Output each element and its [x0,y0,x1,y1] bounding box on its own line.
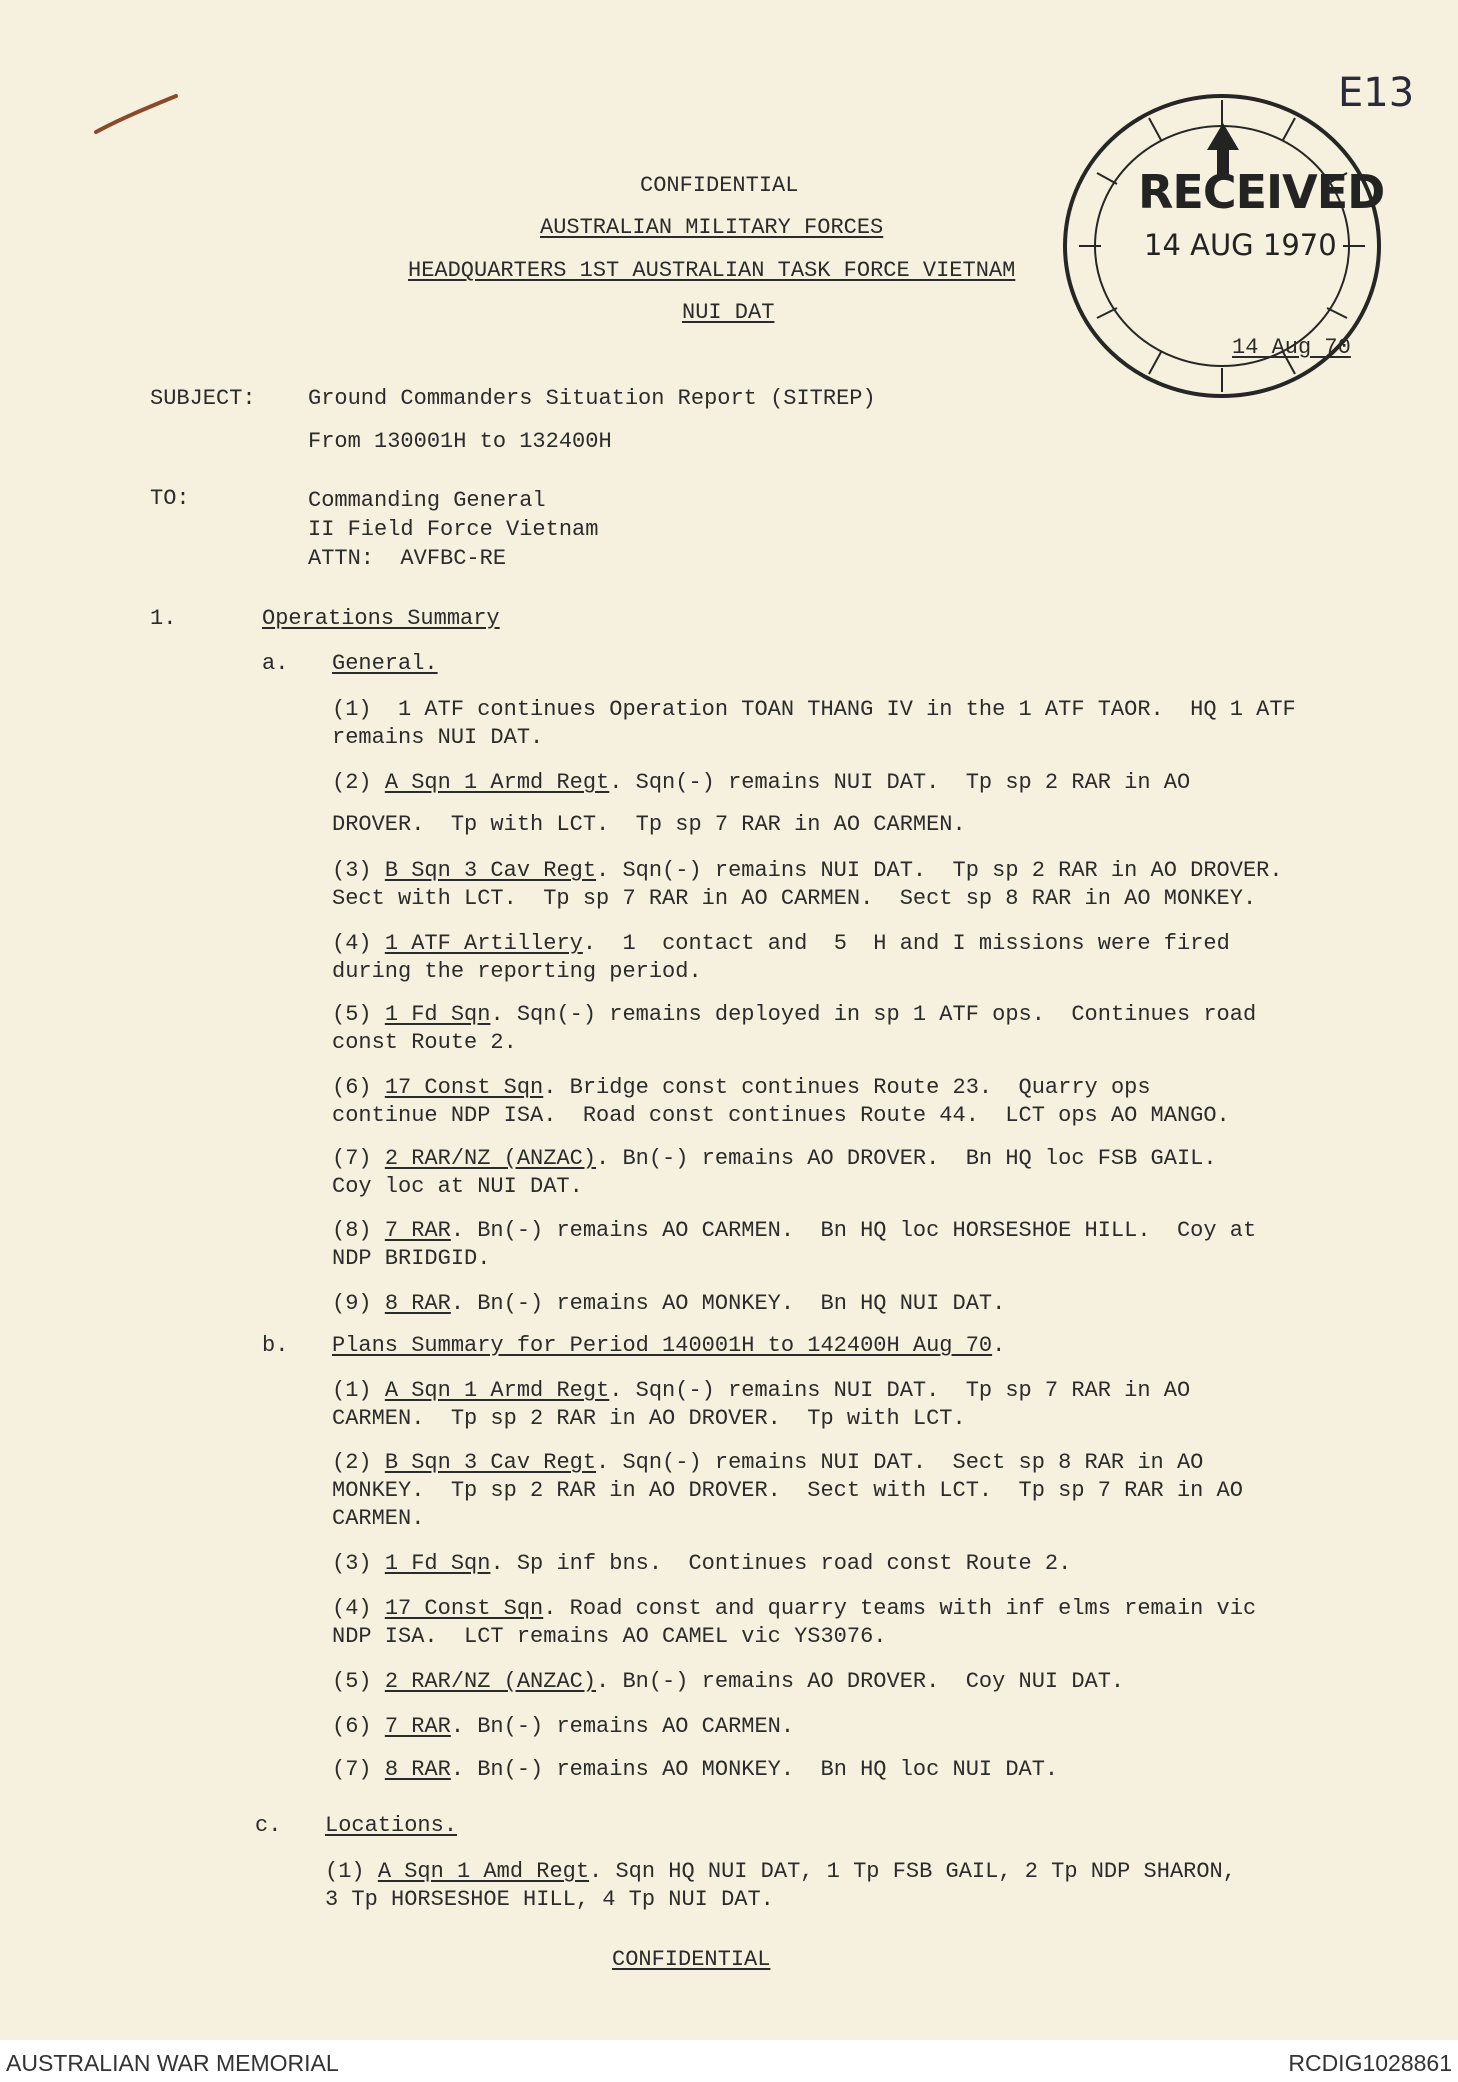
general-para-5 [332,1001,1256,1029]
general-para-6-cont: continue NDP ISA. Road const continues Route 44. LCT ops AO MANGO. [332,1103,1230,1128]
unit-name: 1 Fd Sqn [384,1002,491,1027]
unit-name: A Sqn 1 Armd Regt [384,1378,610,1403]
pencil-mark [92,90,182,140]
para-num: (6) [332,1075,372,1100]
para-text: . Bridge const continues Route 23. Quarry ops [543,1075,1151,1100]
unit-name: A Sqn 1 Amd Regt [377,1859,590,1884]
plans-para-1 [332,1377,1190,1405]
unit-name: A Sqn 1 Armd Regt [384,770,610,795]
para-text: . Bn(-) remains AO DROVER. Bn HQ loc FSB GAIL. [596,1146,1217,1171]
general-para-1: (1) 1 ATF continues Operation TOAN THANG IV in the 1 ATF TAOR. HQ 1 ATF [332,697,1296,722]
general-para-7-cont: Coy loc at NUI DAT. [332,1174,583,1199]
para-text: . Bn(-) remains AO MONKEY. Bn HQ loc NUI DAT. [450,1757,1059,1782]
unit-name: 7 RAR [384,1714,451,1739]
para-text: . Sqn(-) remains NUI DAT. Tp sp 2 RAR in AO [609,770,1191,795]
para-text: . Bn(-) remains AO CARMEN. Bn HQ loc HORSESHOE HILL. Coy at [450,1218,1257,1243]
para-num: (1) [332,1378,372,1403]
unit-name: 1 Fd Sqn [384,1551,491,1576]
para-num: (7) [332,1146,372,1171]
para-num: (1) [325,1859,365,1884]
para-num: (5) [332,1002,372,1027]
plans-heading: Plans Summary for Period 140001H to 142400H Aug 70. [332,1333,1006,1358]
para-num: (3) [332,1551,372,1576]
para-num: (2) [332,770,372,795]
unit-name: 1 ATF Artillery [384,931,583,956]
section-title: Operations Summary [262,606,500,631]
plans-letter: b. [262,1333,289,1358]
plans-para-2 [332,1449,1203,1477]
archive-id: RCDIG1028861 [1288,2050,1452,2076]
unit-name: 8 RAR [384,1291,451,1316]
confidential-header: CONFIDENTIAL [640,173,799,198]
plans-para-2-cont2: CARMEN. [332,1506,425,1531]
hq-title: HEADQUARTERS 1ST AUSTRALIAN TASK FORCE VIETNAM [408,258,1016,283]
para-num: (2) [332,1450,372,1475]
para-num: (7) [332,1757,372,1782]
general-para-2 [332,769,1190,797]
stamp-date-text: 14 AUG 1970 [1144,228,1337,262]
stamp-received-text: RECEIVED [1138,165,1385,219]
general-para-3-cont: Sect with LCT. Tp sp 7 RAR in AO CARMEN. Sect sp 8 RAR in AO MONKEY. [332,886,1257,911]
subject-label: SUBJECT: [150,386,256,411]
plans-para-1-cont: CARMEN. Tp sp 2 RAR in AO DROVER. Tp with LCT. [332,1406,966,1431]
general-para-3 [332,857,1283,885]
para-num: (6) [332,1714,372,1739]
para-text: . Sqn HQ NUI DAT, 1 Tp FSB GAIL, 2 Tp NDP SHARON, [589,1859,1236,1884]
plans-para-4 [332,1595,1256,1623]
locations-para-1 [325,1858,1236,1886]
unit-name: 7 RAR [384,1218,451,1243]
general-para-6 [332,1074,1151,1102]
para-num: (8) [332,1218,372,1243]
unit-name: 2 RAR/NZ (ANZAC) [384,1146,597,1171]
handwritten-mark: E13 [1338,70,1415,116]
unit-name: 17 Const Sqn [384,1596,544,1621]
confidential-footer: CONFIDENTIAL [612,1947,771,1972]
para-num: (5) [332,1669,372,1694]
para-num: (9) [332,1291,372,1316]
archive-name: AUSTRALIAN WAR MEMORIAL [6,2050,339,2076]
to-label: TO: [150,486,190,511]
para-text: . Bn(-) remains AO MONKEY. Bn HQ NUI DAT. [450,1291,1006,1316]
unit-name: 8 RAR [384,1757,451,1782]
general-para-4-cont: during the reporting period. [332,959,702,984]
general-para-2-cont: DROVER. Tp with LCT. Tp sp 7 RAR in AO CARMEN. [332,812,966,837]
para-text: . Sp inf bns. Continues road const Route 2. [490,1551,1072,1576]
general-para-9 [332,1290,1005,1318]
locations-para-1-cont: 3 Tp HORSESHOE HILL, 4 Tp NUI DAT. [325,1887,774,1912]
para-text: . Sqn(-) remains deployed in sp 1 ATF ops. Continues road [490,1002,1257,1027]
general-para-7 [332,1145,1217,1173]
org-title: AUSTRALIAN MILITARY FORCES [540,215,884,240]
to-line-2: II Field Force Vietnam [308,517,599,542]
subject-line-1: Ground Commanders Situation Report (SITREP) [308,386,876,411]
general-para-1-cont: remains NUI DAT. [332,725,544,750]
para-num: (4) [332,931,372,956]
document-date: 14 Aug 70 [1232,335,1351,360]
para-text: . Road const and quarry teams with inf elms remain vic [543,1596,1257,1621]
general-para-8-cont: NDP BRIDGID. [332,1246,491,1271]
to-line-1: Commanding General [308,488,546,513]
para-num: (3) [332,858,372,883]
location-title: NUI DAT [682,300,775,325]
plans-para-2-cont: MONKEY. Tp sp 2 RAR in AO DROVER. Sect with LCT. Tp sp 7 RAR in AO [332,1478,1243,1503]
general-para-5-cont: const Route 2. [332,1030,517,1055]
general-para-4 [332,930,1230,958]
para-text: . Sqn(-) remains NUI DAT. Tp sp 7 RAR in AO [609,1378,1191,1403]
section-number: 1. [150,606,177,631]
para-text: . Sqn(-) remains NUI DAT. Sect sp 8 RAR in AO [596,1450,1204,1475]
subject-line-2: From 130001H to 132400H [308,429,612,454]
to-line-3: ATTN: AVFBC-RE [308,546,507,571]
unit-name: B Sqn 3 Cav Regt [384,858,597,883]
plans-title: Plans Summary for Period 140001H to 142400H Aug 70 [332,1333,993,1358]
general-title: General. [332,651,438,676]
plans-para-5 [332,1668,1124,1696]
para-num: (4) [332,1596,372,1621]
general-para-8 [332,1217,1256,1245]
locations-letter: c. [255,1813,282,1838]
locations-title: Locations. [325,1813,458,1838]
plans-para-7 [332,1756,1058,1784]
plans-para-4-cont: NDP ISA. LCT remains AO CAMEL vic YS3076. [332,1624,887,1649]
para-text: . Bn(-) remains AO CARMEN. [450,1714,795,1739]
general-letter: a. [262,651,289,676]
plans-para-3 [332,1550,1071,1578]
para-text: . Bn(-) remains AO DROVER. Coy NUI DAT. [596,1669,1125,1694]
unit-name: 17 Const Sqn [384,1075,544,1100]
unit-name: B Sqn 3 Cav Regt [384,1450,597,1475]
para-text: . 1 contact and 5 H and I missions were fired [582,931,1230,956]
unit-name: 2 RAR/NZ (ANZAC) [384,1669,597,1694]
para-text: . Sqn(-) remains NUI DAT. Tp sp 2 RAR in AO DROVER. [596,858,1283,883]
plans-para-6 [332,1713,794,1741]
